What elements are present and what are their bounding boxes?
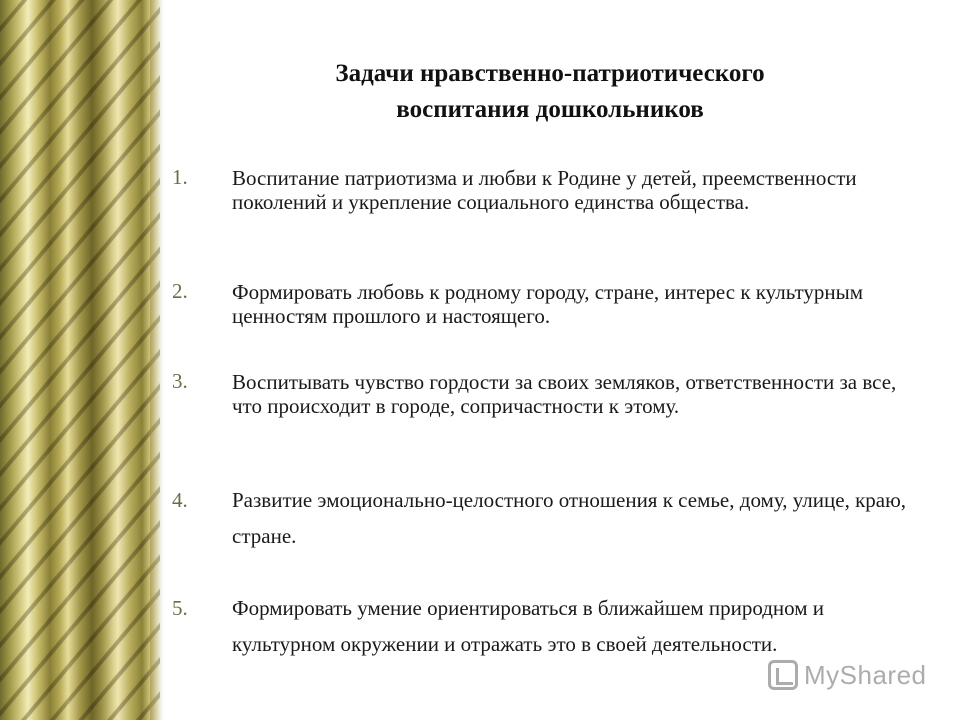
watermark-label: MyShared	[804, 659, 927, 690]
list-text: Формировать любовь к родному городу, стране, интерес к культурным ценностям прошлого и настоящего.	[232, 280, 864, 328]
decorative-gold-column	[0, 0, 160, 720]
title-line-1: Задачи нравственно-патриотического	[335, 60, 765, 87]
column-shadow	[150, 0, 164, 720]
list-text: Формировать умение ориентироваться в ближайшем природном и культурном окружении и отражать это в своей деятельности.	[232, 596, 825, 656]
list-number: 3.	[172, 369, 188, 393]
list-number: 5.	[172, 596, 188, 620]
list-number: 4.	[172, 488, 188, 512]
list-number: 2.	[172, 279, 188, 303]
myshared-watermark	[768, 655, 938, 695]
list-text: Воспитывать чувство гордости за своих земляков, ответственности за все, что происходит в городе, сопричастности к этому.	[232, 370, 897, 418]
title-line-2: воспитания дошкольников	[396, 96, 704, 123]
list-number: 1.	[172, 165, 188, 189]
slide-title	[190, 56, 910, 128]
list-text: Развитие эмоционально-целостного отношения к семье, дому, улице, краю, стране.	[232, 488, 907, 548]
list-text: Воспитание патриотизма и любви к Родине у детей, преемственности поколений и укрепление социального единства общества.	[232, 166, 857, 214]
myshared-logo-icon	[768, 660, 798, 690]
